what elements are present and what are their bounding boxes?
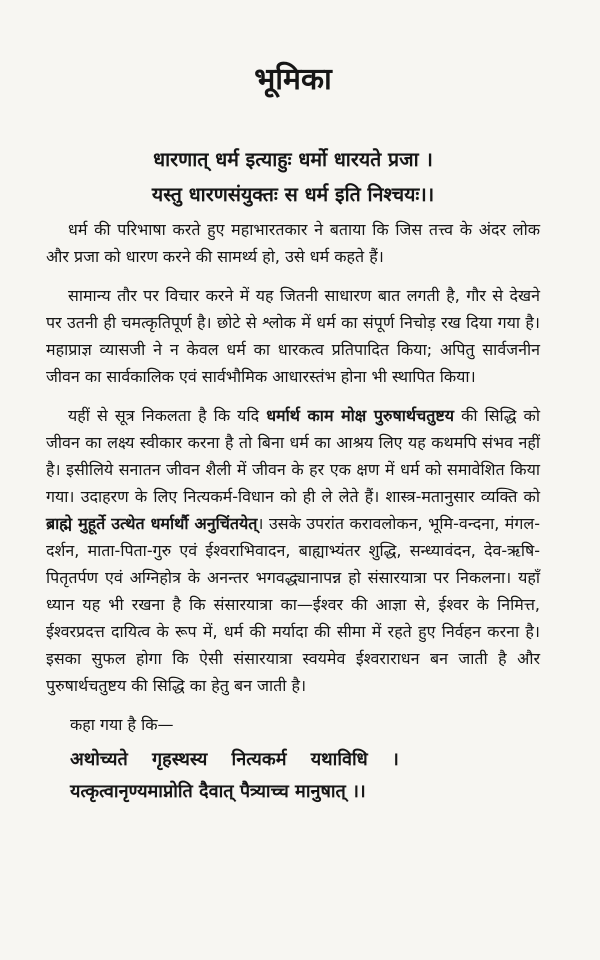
paragraph-2: सामान्य तौर पर विचार करने में यह जितनी साधारण बात लगती है, गौर से देखने पर उतनी ही चमत्कृतिपूर्ण है। छोटे से श्लोक में धर्म का संपूर्ण निचोड़ रख दिया गया है। महाप्राज्ञ व्यासजी ने न केवल धर्म का धारकत्व प्रतिपादित किया; अपितु सार्वजनीन जीवन का सार्वकालिक एवं सार्वभौमिक आधारस्तंभ होना भी स्थापित किया। [46, 286, 540, 386]
paragraph-3-bold-2: ब्राह्मे मुहूर्ते उत्थेत धर्मार्थौ अनुचिंतयेत् [46, 514, 258, 533]
opening-shloka-line-1: धारणात् धर्म इत्याहुः धर्मो धारयते प्रजा । [153, 148, 433, 171]
closing-shloka-line-2: यत्कृत्वानृण्यमाप्नोति दैवात् पैत्र्याच्च मानुषात् ।। [70, 781, 366, 802]
paragraph-3-text-1: यहीं से सूत्र निकलता है कि यदि [68, 406, 267, 425]
page-title: भूमिका [254, 62, 332, 97]
closing-shloka-line-1: अथोच्यते गृहस्थस्य नित्यकर्म यथाविधि । [70, 749, 399, 770]
paragraph-3 [46, 402, 540, 699]
paragraph-3-text-2: की सिद्धि को जीवन का लक्ष्य स्वीकार करना है तो बिना धर्म का आश्रय लिए यह कथमपि संभव नहीं है। इसीलिये सनातन जीवन शैली में जीवन के हर एक क्षण में धर्म को समावेशित किया गया। उदाहरण के लिए नित्यकर्म-विधान को ही ले लेते हैं। शास्त्र-मतानुसार व्यक्ति को [46, 406, 540, 506]
intro-line: कहा गया है कि— [70, 715, 174, 734]
closing-shloka [46, 744, 540, 808]
paragraph-3-bold-1: धर्मार्थ काम मोक्ष पुरुषार्थचतुष्टय [266, 406, 455, 425]
paragraph-1: धर्म की परिभाषा करते हुए महाभारतकार ने बताया कि जिस तत्त्व के अंदर लोक और प्रजा को धारण करने की सामर्थ्य हो, उसे धर्म कहते हैं। [46, 220, 540, 266]
opening-shloka-line-2: यस्तु धारणसंयुक्तः स धर्म इति निश्चयः।। [151, 183, 435, 206]
paragraph-3-text-3: । उसके उपरांत करावलोकन, भूमि-वन्दना, मंगल-दर्शन, माता-पिता-गुरु एवं ईश्वराभिवादन, बाह्याभ्यंतर शुद्धि, सन्ध्यावंदन, देव-ऋषि-पितृतर्पण एवं अग्निहोत्र के अनन्तर भगवद्ध्यानापन्न हो संसारयात्रा पर निकलना। यहाँ ध्यान यह भी रखना है कि संसारयात्रा का—ईश्वर की आज्ञा से, ईश्वर के निमित्त, ईश्वरप्रदत्त दायित्व के रूप में, धर्म की मर्यादा की सीमा में रहते हुए निर्वहन करना है। इसका सुफल होगा कि ऐसी संसारयात्रा स्वयमेव ईश्वराराधन बन जाती है और पुरुषार्थचतुष्टय की सिद्धि का हेतु बन जाती है। [46, 514, 540, 695]
opening-shloka [46, 142, 540, 212]
